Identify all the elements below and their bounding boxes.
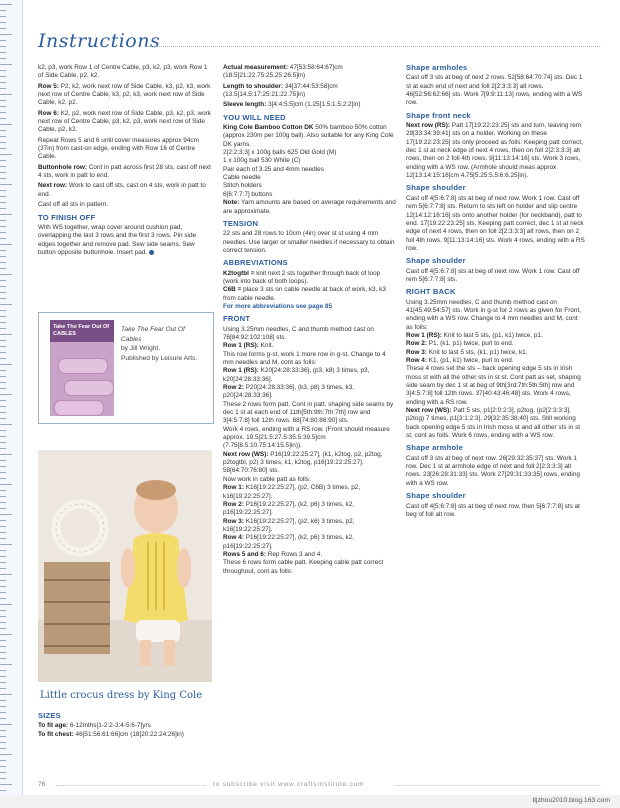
ruler-tick [0, 286, 6, 287]
ruler-tick [0, 40, 6, 41]
ruler-tick [0, 424, 12, 425]
front-intro: Using 3.25mm needles, C and thumb method cast on 76[84:92:102:108] sts. [223, 325, 374, 341]
ruler-tick [0, 70, 6, 71]
ruler-tick [0, 526, 6, 527]
right-back-intro: Using 3.25mm needles, C and thumb method cast on 41[45:49:54:57] sts. Work in g-st for 2 rows as given for Front, ending with a WS row. Change to 4 mm needles and M, cont as folls: [406, 298, 581, 331]
finish-heading: TO FINISH OFF [38, 212, 96, 222]
ruler-tick [0, 238, 6, 239]
tension-text: 22 sts and 28 rows to 10cm (4in) over st st using 4 mm needles. Use larger or smaller needles if necessary to obtain correct tension. [223, 230, 395, 254]
ruler-tick [0, 406, 6, 407]
ruler-tick [0, 232, 6, 233]
ruler-tick [0, 106, 6, 107]
ruler-tick [0, 688, 6, 689]
sleeve-length: Sleeve length: 3[4:4:5:5]cm (1.25[1.5:1.5:2:2]in) [223, 101, 361, 109]
ruler-tick [0, 250, 6, 251]
back-shape-shoulder-heading: Shape shoulder [406, 491, 466, 501]
ruler-tick [0, 598, 6, 599]
footer-divider [395, 785, 600, 786]
yarn-balls-m: 2[2:2:3:3] x 100g balls 625 Old Gold (M) [223, 149, 337, 157]
cable-intro: Now work in cable patt as folls: [223, 475, 311, 483]
ruler-tick [0, 178, 6, 179]
ruler-tick [0, 442, 6, 443]
ruler-tick [0, 400, 6, 401]
fit-chest: To fit chest: 46[51:56:61:66]cm (18[20:22:24:26]in) [38, 730, 184, 738]
ruler-tick [0, 376, 6, 377]
ruler-tick [0, 184, 12, 185]
ruler-tick [0, 448, 6, 449]
ruler-tick [0, 712, 6, 713]
product-photo [38, 450, 212, 682]
column-1 [38, 64, 212, 259]
ruler-tick [0, 700, 6, 701]
ruler-tick [0, 220, 6, 221]
ruler-tick [0, 310, 6, 311]
page-number: 76 [38, 781, 46, 788]
ruler-tick [0, 550, 6, 551]
ruler-tick [0, 370, 6, 371]
shape-shoulder-text: Cast off 4[5:6:7:8] sts at beg of next row. Work 1 row. Cast off rem 5[6:7:7:8] sts. Return to sts left on holder and slip centre 12[14:12:16:16] sts onto another holder (for neckband), patt to end. 17[19:22:23:25] sts. Keeping patt correct, dec 1 st at neck edge of next 4 rows, then on foll 2[2:3:3:3] alt rows, then on 2 foll 4th rows. 9[11:13:14:16] sts. Work 4 rows, ending with a RS row. [406, 194, 585, 252]
ruler-tick [0, 544, 12, 545]
ruler-tick [0, 760, 6, 761]
ruler-tick [0, 754, 12, 755]
book-details [121, 325, 207, 363]
ruler-tick [0, 562, 6, 563]
ruler-tick [0, 136, 6, 137]
ruler-tick [0, 298, 6, 299]
ruler-tick [0, 520, 6, 521]
pattern-paragraph: k2, p3, work Row 1 of Centre Cable, p3, k2, p3, work Row 1 of Side Cable, p2, k2. [38, 64, 208, 80]
ruler-tick [0, 496, 6, 497]
ruler-tick [0, 82, 6, 83]
ruler-tick [0, 694, 12, 695]
abbr-k2togtbl: K2togtbl = knit next 2 sts together through back of loop (work into back of both loops). [223, 269, 381, 285]
cable-form-text: These 6 rows form cable patt. Keeping cable patt correct throughout, cont as folls: [223, 559, 384, 575]
ruler-tick [0, 568, 6, 569]
column-2 [223, 64, 396, 576]
ruler-tick [0, 226, 6, 227]
ruler-tick [0, 454, 12, 455]
ruler-tick [0, 436, 6, 437]
ruler-tick [0, 574, 12, 575]
shape-armholes-heading: Shape armholes [406, 63, 468, 72]
ruler-tick [0, 196, 6, 197]
margin-ruler [0, 0, 23, 808]
yarn-details: King Cole Bamboo Cotton DK 50% bamboo 50% cotton (approx 230m per 100g ball). Also suitable for any King Cole DK yarns. [223, 124, 394, 148]
back-row-1: Row 1 (RS): Knit to last 5 sts, (p1, k1) twice, p1. [406, 331, 543, 339]
ruler-tick [0, 148, 6, 149]
front-rs-text: Work 4 rows, ending with a RS row. (Front should measure approx. 19.5[21.5:27.5:35.5:39.5]cm (7.75[8.5:10.75:14:15.5]in)). [223, 425, 390, 450]
shape-armholes-text: Cast off 3 sts at beg of next 2 rows. 52[58:64:70:74] sts. Dec 1 st at each end of next and foll 2[2:3:3:3] alt rows. 46[52:56:62:66] sts. Work 7[9:9:11:13] rows, ending with a WS row. [406, 74, 583, 107]
ruler-tick [0, 592, 6, 593]
needles: Pair each of 3.25 and 4mm needles [223, 165, 324, 173]
front-patt-row-2: Row 2: P20[24:28:33:36], (k3, p8) 3 times, k3, p20[24:28:33:36]. [223, 384, 355, 400]
ruler-tick [0, 628, 6, 629]
ruler-tick [0, 244, 12, 245]
cable-sleeve-image [58, 358, 108, 374]
ruler-tick [0, 586, 6, 587]
ruler-tick [0, 604, 12, 605]
ruler-tick [0, 622, 6, 623]
right-back-heading: RIGHT BACK [406, 287, 456, 297]
ruler-tick [0, 142, 6, 143]
photo-caption: Little crocus dress by King Cole [40, 690, 203, 701]
book-cover-image [50, 320, 114, 416]
cable-row-1: Row 1: K16[19:22:25:27], (p2, C6B) 3 times, p2, k16[19:22:25:27]. [223, 484, 361, 500]
cable-rows-5-6: Rows 5 and 6: Rep Rows 3 and 4. [223, 550, 323, 558]
more-abbreviations-link: For more abbreviations see page 85 [223, 302, 333, 310]
book-author: by Jill Wright. [121, 345, 161, 353]
ruler-tick [0, 352, 6, 353]
ruler-tick [0, 112, 6, 113]
ruler-tick [0, 58, 6, 59]
ruler-tick [0, 202, 6, 203]
end-dot-icon [149, 250, 154, 255]
shape-front-neck-heading: Shape front neck [406, 110, 471, 120]
back-next-row: Next row (WS): Patt 5 sts, p1[2:0:2:3], p2tog, (p2[2:3:3:3], p2tog) 7 times, p1[3:1:2:3]. 29[32:35:38:40] sts. Still working back opening edge 5 sts in Irish moss st and all other sts in st st, cont as folls: Work 6 rows, ending with a WS row. [406, 407, 581, 440]
watermark-bar [0, 795, 620, 808]
title-divider [145, 46, 600, 47]
ruler-tick [0, 736, 6, 737]
ruler-tick [0, 190, 6, 191]
ruler-tick [0, 748, 6, 749]
ruler-tick [0, 778, 6, 779]
ruler-tick [0, 502, 6, 503]
actual-measurement: Actual measurement: 47[53:58:64:67]cm (18.5[21:22.75:25.25:26.5]in) [223, 64, 343, 80]
you-will-need-heading: YOU WILL NEED [223, 112, 286, 122]
ruler-tick [0, 640, 6, 641]
ruler-tick [0, 382, 6, 383]
back-shape-armhole-text: Cast off 3 sts at beg of next row. 26[29:32:35:37] sts. Work 1 row. Dec 1 st at armhole edge of next and foll 2[2:3:3:3] alt rows. 23[26:28:31:33] sts. Work 27[29:31:33:35] rows, ending with a WS row. [406, 454, 580, 487]
ruler-tick [0, 742, 6, 743]
ruler-tick [0, 100, 6, 101]
cable-sleeve-image [54, 400, 104, 416]
repeat-text: Repeat Rows 5 and 6 until cover measures approx 94cm (37in) from cast-on edge, ending with Row 16 of Centre Cable. [38, 136, 199, 161]
row-5: Row 5: P2, k2, work next row of Side Cable, k3, p2, k3, work next row of Centre Cable, k3, p2, k3, work next row of Side Cable, k2, p2. [38, 82, 211, 107]
buttonhole-row: Buttonhole row: Cont in patt across first 28 sts, cast off next 4 sts, work in patt to end. [38, 163, 211, 180]
ruler-tick [0, 790, 6, 791]
ruler-tick [0, 388, 6, 389]
shape-front-neck-text: Next row (RS): Patt 17[19:22:23:25] sts and turn, leaving rem 29[33:34:39:41] sts on a holder. Working on these 17[19:22:23:25] sts only proceed as folls: Keeping patt correct, dec 1 st at neck edge of next 4 rows, then on foll 2[2:3:3:3] alt rows, then on 2 foll 4th rows. 9[11:13:14:16] sts. Work 3 rows, ending with a WS row. (Armhole should meas approx 12[13:14:15:16]cm 4.75[5.25:5.5:6:6.25]in). [406, 122, 583, 180]
ruler-tick [0, 514, 12, 515]
ruler-tick [0, 256, 6, 257]
ruler-tick [0, 718, 6, 719]
ruler-tick [0, 670, 6, 671]
book-title: Take The Fear Out Of Cables [121, 326, 185, 343]
ruler-tick [0, 274, 12, 275]
next-row: Next row: Work to cast off sts, cast on 4 sts, work in patt to end. [38, 182, 206, 198]
ruler-tick [0, 472, 6, 473]
ruler-tick [0, 172, 6, 173]
ruler-tick [0, 208, 6, 209]
front-patt-text: These 2 rows form patt. Cont in patt, shaping side seams by dec 1 st at each end of 11th[5th:9th:7th:7th] row and 3[4:5:7:8] foll 12th rows. 68[74:80:86:90] sts. [223, 400, 394, 425]
ruler-tick [0, 532, 6, 533]
ruler-tick [0, 538, 6, 539]
shape-shoulder-heading: Shape shoulder [406, 183, 466, 193]
ruler-tick [0, 22, 6, 23]
ruler-tick [0, 676, 6, 677]
cable-row-2: Row 2: P16[19:22:25:27], (k2, p6) 3 times, k2, p16[19:22:25:27]. [223, 500, 355, 517]
front-next-row: Next row (WS): P16[19:22:25:27], (k1, k2tog, p2, p2tog, p2togtbl, p2) 3 times, k1, k2tog, p16[19:22:25:27]. 58[64:70:76:80] sts. [223, 450, 383, 475]
back-row-2: Row 2: P1, (k1, p1) twice, purl to end. [406, 340, 514, 348]
ruler-tick [0, 214, 12, 215]
footer-url: to subscribe visit www.craftsinstitute.com [213, 781, 365, 788]
ruler-tick [0, 652, 6, 653]
ruler-tick [0, 460, 6, 461]
ruler-tick [0, 118, 6, 119]
ruler-tick [0, 316, 6, 317]
fit-age: To fit age: 6-12mths[1-2:2-3:4-5:6-7]yrs [38, 722, 151, 730]
cable-sleeve-image [64, 380, 114, 396]
front-row-1: Row 1 (RS): Knit. [223, 342, 274, 350]
ruler-tick [0, 412, 6, 413]
ruler-tick [0, 16, 6, 17]
ruler-tick [0, 76, 6, 77]
back-row-3: Row 3: Knit to last 5 sts, (k1, p1) twice, k1. [406, 348, 528, 356]
ruler-tick [0, 664, 12, 665]
abbr-c6b: C6B = place 3 sts on cable needle at back of work, k3, k3 from cable needle. [223, 286, 386, 302]
cable-row-3: Row 3: K16[19:22:25:27], (p2, k6) 3 times, p2, k16[19:22:25:27]. [223, 517, 355, 533]
ruler-tick [0, 304, 12, 305]
footer-divider [56, 785, 206, 786]
ruler-tick [0, 772, 6, 773]
watermark-text: tljzhou2010.blog.163.com [532, 797, 610, 804]
back-shape-shoulder-text: Cast off 4[5:6:7:8] sts at beg of next row, then 5[6:7:7:8] sts at beg of foll alt row. [406, 502, 580, 518]
back-row-4: Row 4: K1, (p1, k1) twice, purl to end. [406, 357, 514, 364]
ruler-tick [0, 154, 12, 155]
front-patt-row-1: Row 1 (RS): K20[24:28:33:36], (p3, k8) 3 times, p3, k20[24:28:33:36]. [223, 367, 370, 383]
ruler-tick [0, 580, 6, 581]
ruler-tick [0, 490, 6, 491]
ruler-tick [0, 724, 12, 725]
ruler-tick [0, 34, 12, 35]
buttons: 6[6:7:7:7] buttons [223, 190, 273, 198]
ruler-tick [0, 340, 6, 341]
ruler-tick [0, 766, 6, 767]
ruler-tick [0, 322, 6, 323]
cable-needle: Cable needle [223, 174, 261, 182]
ruler-tick [0, 508, 6, 509]
shape-shoulder-text-2: Cast off 4[5:6:7:8] sts at beg of next row. Work 1 row. Cast off rem 5[6:7:7:8] sts. [406, 267, 580, 283]
ruler-tick [0, 166, 6, 167]
ruler-tick [0, 466, 6, 467]
ruler-tick [0, 52, 6, 53]
ruler-tick [0, 64, 12, 65]
ruler-tick [0, 634, 12, 635]
ruler-tick [0, 430, 6, 431]
ruler-tick [0, 346, 6, 347]
ruler-tick [0, 28, 6, 29]
ruler-tick [0, 418, 6, 419]
ruler-tick [0, 358, 6, 359]
back-set-text: These 4 rows set the sts – back opening edge 5 sts in Irish moss st with all the other sts in st st. Cont patt as set, shaping side seam by dec 1 st at beg of 9th[3rd:7th:5th:5th] row and 3[4:5:7:8] foll 12th rows. 37[40:43:46:48] sts. Work 4 rows, ending with a RS row. [406, 365, 581, 406]
baby-in-dress-image [38, 450, 212, 682]
ruler-tick [0, 478, 6, 479]
ruler-tick [0, 394, 12, 395]
finish-text: With WS together, wrap cover around cushion pad, overlapping the last 3 rows and the first 3 rows. Pin side edges together and remove pad. Sew side seams. Sew button opposite buttonhole. Insert pad. [38, 223, 197, 256]
sizes-section [38, 712, 212, 741]
cast-off-text: Cast off all sts in pattern. [38, 201, 109, 209]
length-to-shoulder: Length to shoulder: 34[37:44:53:58]cm (13.5[14.5:17:25:21:22.75]in) [223, 82, 338, 99]
ruler-tick [0, 46, 6, 47]
ruler-tick [0, 10, 6, 11]
ruler-tick [0, 292, 6, 293]
yarn-ball-c: 1 x 100g ball 530 White (C) [223, 157, 301, 165]
tension-heading: TENSION [223, 218, 259, 228]
ruler-tick [0, 682, 6, 683]
cable-row-4: Row 4: P16[19:22:25:27], (k2, p6) 3 times, k2, p16[19:22:25:27]. [223, 534, 355, 550]
ruler-tick [0, 4, 12, 5]
book-publisher: Published by Leisure Arts. [121, 354, 198, 362]
ruler-tick [0, 484, 12, 485]
column-3 [406, 64, 586, 521]
ruler-tick [0, 610, 6, 611]
ruler-tick [0, 94, 12, 95]
row-6: Row 6: K2, p2, work next row of Side Cable, p3, k2, p3, work next row of Centre Cable, p3, k2, p3, work next row of Side Cable, p2, k2. [38, 109, 211, 134]
ruler-tick [0, 280, 6, 281]
ruler-tick [0, 130, 6, 131]
front-heading: FRONT [223, 314, 251, 324]
ruler-tick [0, 328, 6, 329]
back-shape-armhole-heading: Shape armhole [406, 443, 464, 453]
stitch-holders: Stitch holders [223, 182, 262, 190]
note: Note: Yarn amounts are based on average requirements and are approximate. [223, 199, 396, 215]
book-promo [38, 312, 214, 424]
shape-shoulder-heading-2: Shape shoulder [406, 256, 466, 266]
front-gst: This row forms g-st, work 1 more row in g-st. Change to 4 mm needles and M, cont as folls: [223, 350, 386, 366]
ruler-tick [0, 646, 6, 647]
book-cover-title: Take The Fear Out Of CABLES [53, 324, 110, 337]
ruler-tick [0, 262, 6, 263]
ruler-tick [0, 658, 6, 659]
ruler-tick [0, 556, 6, 557]
ruler-tick [0, 268, 6, 269]
ruler-tick [0, 784, 12, 785]
ruler-tick [0, 160, 6, 161]
sizes-heading: SIZES [38, 711, 61, 720]
abbreviations-heading: ABBREVIATIONS [223, 258, 288, 268]
ruler-tick [0, 364, 12, 365]
ruler-tick [0, 706, 6, 707]
ruler-tick [0, 124, 12, 125]
ruler-tick [0, 616, 6, 617]
ruler-tick [0, 88, 6, 89]
page-title: Instructions [38, 30, 161, 52]
ruler-tick [0, 730, 6, 731]
ruler-tick [0, 334, 12, 335]
